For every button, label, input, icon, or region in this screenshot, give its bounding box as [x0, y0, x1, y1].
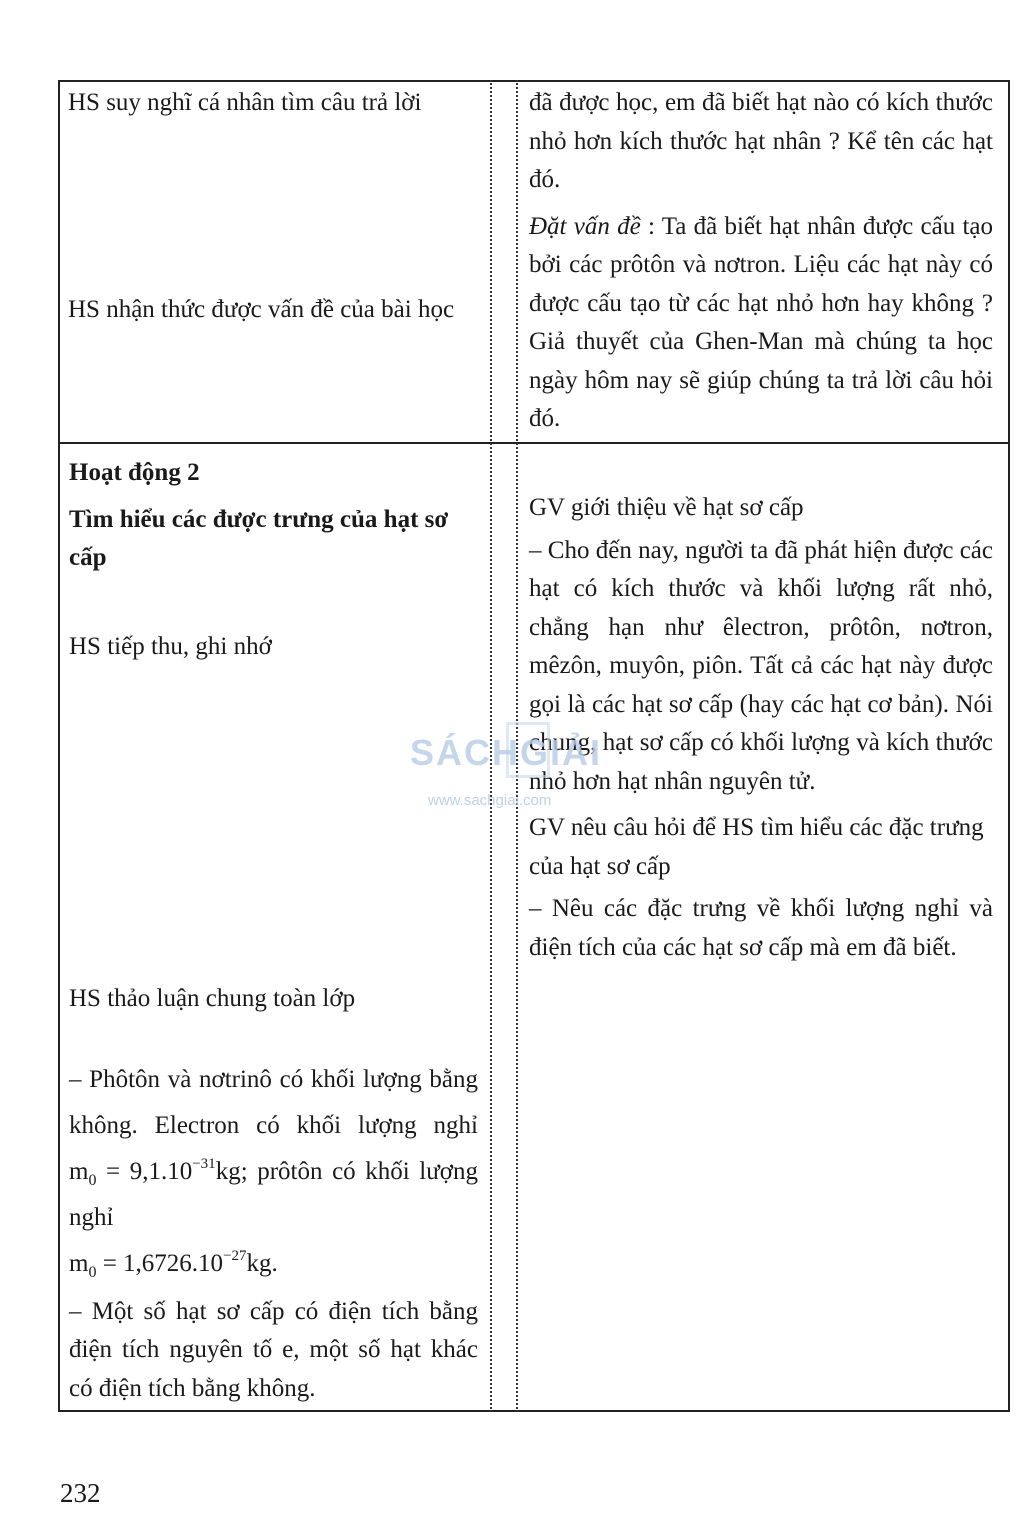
- row2-left-cell: [69, 454, 478, 1408]
- row2-left-p1: HS tiếp thu, ghi nhớ: [69, 632, 272, 660]
- page-number: 232: [60, 1478, 101, 1508]
- row1-left-p2: HS nhận thức được vấn đề của bài học: [68, 295, 455, 323]
- row2-left-p4: – Một số hạt sơ cấp có điện tích bằng điện tích nguyên tố e, một số hạt khác có điện tích bằng không.: [69, 1297, 478, 1402]
- watermark: [410, 722, 610, 812]
- row1-left-p1: HS suy nghĩ cá nhân tìm câu trả lời: [68, 89, 422, 116]
- row2-left-p3a: – Phôtôn và nơtrinô có khối lượng bằng không. Electron có khối lượng nghỉ: [69, 1065, 478, 1139]
- row1-right-p2: [529, 208, 993, 439]
- row2-left-p2: HS thảo luận chung toàn lớp: [69, 985, 356, 1012]
- proton-mass-formula: $m_0 = 1,6726.10^{-27}kg$.: [69, 1247, 278, 1281]
- row2-left-p3: [69, 1057, 478, 1287]
- row2-left-p3b: prôtôn có khối lượng nghỉ: [69, 1157, 479, 1231]
- row-divider: [58, 442, 1010, 444]
- watermark-brand: SÁCHGIẢI: [410, 732, 603, 773]
- problem-text: : Ta đã biết hạt nhân được cấu tạo bởi các prôtôn và nơtron. Liệu các hạt này có được cấu tạo từ các hạt nhỏ hơn hay không ? Giả thuyết của Ghen-Man mà chúng ta học ngày hôm nay sẽ giúp chúng ta trả lời câu hỏi đó.: [529, 212, 993, 432]
- watermark-url: www.sachgiai.com: [428, 792, 552, 809]
- table-right-border: [1008, 80, 1010, 1412]
- table-top-border: [58, 80, 1010, 82]
- row2-right-p3: GV nêu câu hỏi để HS tìm hiểu các đặc trưng của hạt sơ cấp: [529, 814, 984, 880]
- row2-right-p1: GV giới thiệu về hạt sơ cấp: [529, 494, 804, 521]
- table-left-border: [58, 80, 60, 1412]
- row1-right-cell: [529, 84, 993, 439]
- row2-right-p4: – Nêu các đặc trưng về khối lượng nghỉ và điện tích của các hạt sơ cấp mà em đã biết.: [529, 895, 993, 961]
- row2-right-p2: – Cho đến nay, người ta đã phát hiện được các hạt có kích thước và khối lượng rất nhỏ, chẳng hạn như êlectron, prôtôn, nơtron, mêzôn, muyôn, piôn. Tất cả các hạt này được gọi là các hạt sơ cấp (hay các hạt cơ bản). Nói chung, hạt sơ cấp có khối lượng và kích thước nhỏ hơn hạt nhân nguyên tử.: [529, 536, 993, 795]
- activity-heading: Hoạt động 2: [69, 459, 200, 486]
- problem-label: Đặt vấn đề: [529, 212, 641, 240]
- activity-subheading: Tìm hiểu các được trưng của hạt sơ cấp: [69, 505, 449, 571]
- row1-left-cell: [68, 84, 472, 329]
- electron-mass-formula: $m_0 = 9,1.10^{-31}kg$;: [69, 1155, 248, 1189]
- table-bottom-border: [58, 1410, 1010, 1412]
- row1-right-p1: đã được học, em đã biết hạt nào có kích thước nhỏ hơn kích thước hạt nhân ? Kể tên các hạt đó.: [529, 89, 993, 193]
